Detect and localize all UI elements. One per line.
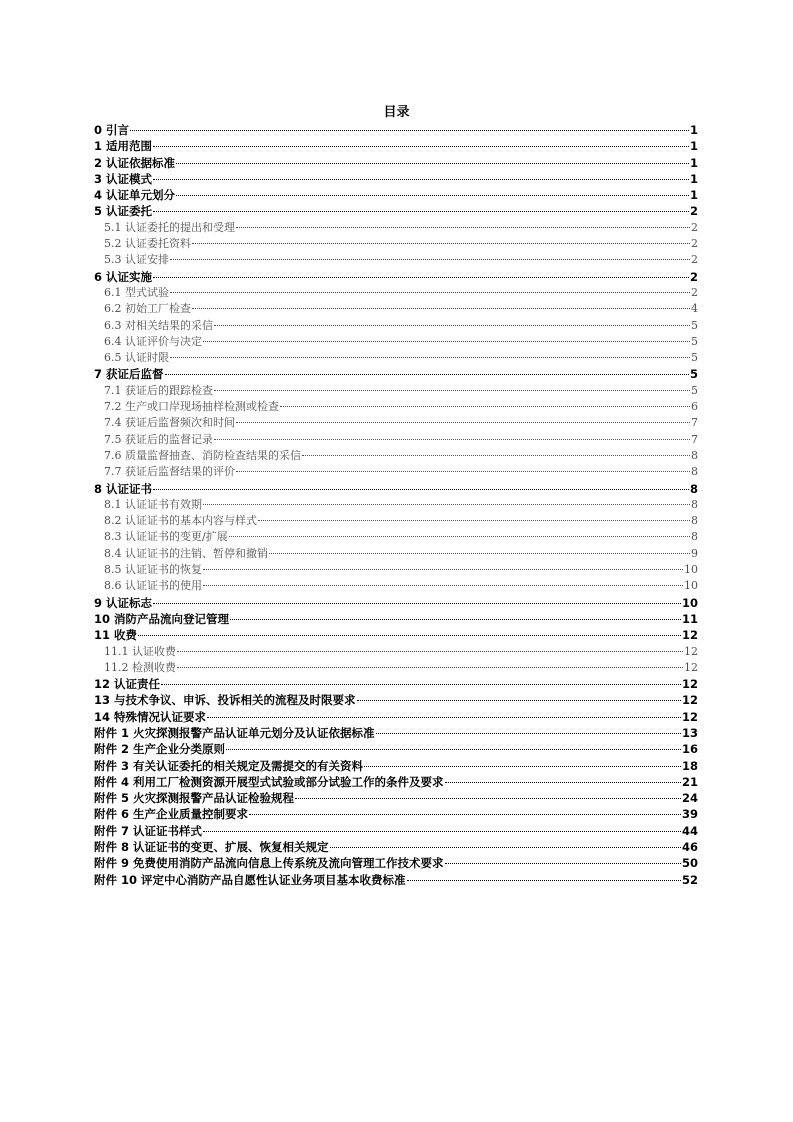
toc-dot-leader	[249, 814, 681, 815]
toc-dot-leader	[226, 749, 681, 750]
toc-dot-leader	[203, 585, 683, 586]
toc-dot-leader	[445, 863, 681, 864]
toc-entry[interactable]	[94, 823, 698, 839]
toc-entry-label: 6.3 对相关结果的采信	[104, 318, 213, 332]
toc-dot-leader	[176, 195, 689, 196]
toc-entry-label: 14 特殊情况认证要求	[94, 709, 207, 724]
toc-dot-leader	[229, 536, 690, 537]
toc-entry-label: 5.2 认证委托资料	[104, 237, 191, 251]
toc-entry-page-number: 7	[691, 432, 698, 446]
toc-entry[interactable]	[94, 562, 698, 578]
toc-entry[interactable]	[94, 578, 698, 594]
toc-entry[interactable]	[94, 432, 698, 448]
toc-entry-page-number: 1	[689, 188, 698, 203]
toc-dot-leader	[165, 374, 689, 375]
toc-entry-label: 7.4 获证后监督频次和时间	[104, 416, 235, 430]
toc-entry[interactable]	[94, 709, 698, 725]
toc-entry-page-number: 8	[691, 530, 698, 544]
toc-dot-leader	[214, 325, 690, 326]
toc-entry-label: 6.4 认证评价与决定	[104, 334, 202, 348]
toc-dot-leader	[445, 782, 681, 783]
toc-entry[interactable]	[94, 513, 698, 529]
toc-entry[interactable]	[94, 415, 698, 431]
toc-entry[interactable]	[94, 464, 698, 480]
toc-entry-label: 1 适用范围	[94, 139, 153, 154]
toc-entry-label: 附件 7 认证证书样式	[94, 823, 203, 838]
toc-entry[interactable]	[94, 269, 698, 285]
toc-entry[interactable]	[94, 676, 698, 692]
toc-entry-label: 7.7 获证后监督结果的评价	[104, 465, 235, 479]
toc-entry-label: 6 认证实施	[94, 269, 153, 284]
toc-entry-label: 12 认证责任	[94, 677, 161, 692]
toc-entry[interactable]	[94, 855, 698, 871]
toc-entry[interactable]	[94, 692, 698, 708]
toc-entry-page-number: 5	[691, 351, 698, 365]
toc-dot-leader	[177, 667, 683, 668]
toc-entry-label: 0 引言	[94, 123, 130, 137]
toc-dot-leader	[203, 831, 681, 832]
toc-entry-label: 附件 5 火灾探测报警产品认证检验规程	[94, 791, 295, 806]
toc-entry-page-number: 7	[691, 416, 698, 430]
toc-entry-page-number: 12	[681, 693, 698, 708]
toc-dot-leader	[153, 211, 689, 212]
toc-entry-label: 11.1 认证收费	[104, 644, 176, 658]
toc-entry-page-number: 12	[681, 677, 698, 692]
toc-entry-page-number: 9	[691, 546, 698, 560]
toc-entry-page-number: 2	[691, 285, 698, 299]
toc-entry-label: 附件 8 认证证书的变更、扩展、恢复相关规定	[94, 840, 329, 855]
toc-entry-page-number: 2	[691, 237, 698, 251]
toc-dot-leader	[357, 700, 681, 701]
toc-entry-page-number: 2	[689, 204, 698, 219]
toc-entry-label: 5 认证委托	[94, 204, 153, 219]
toc-entry[interactable]	[94, 187, 698, 203]
toc-dot-leader	[236, 227, 690, 228]
toc-entry-label: 5.3 认证安排	[104, 253, 169, 267]
toc-entry-page-number: 8	[691, 514, 698, 528]
toc-entry-page-number: 8	[689, 481, 698, 496]
toc-entry-page-number: 8	[691, 465, 698, 479]
toc-dot-leader	[153, 489, 689, 490]
toc-entry-page-number: 1	[689, 155, 698, 170]
toc-entry-page-number: 2	[689, 269, 698, 284]
toc-entry-page-number: 1	[689, 139, 698, 154]
toc-entry[interactable]	[94, 660, 698, 676]
toc-entry-label: 附件 6 生产企业质量控制要求	[94, 807, 249, 822]
toc-entry[interactable]	[94, 155, 698, 171]
toc-entry[interactable]	[94, 171, 698, 187]
toc-entry-label: 附件 4 利用工厂检测资源开展型式试验或部分试验工作的条件及要求	[94, 774, 444, 789]
toc-entry[interactable]	[94, 366, 698, 382]
toc-entry-label: 附件 10 评定中心消防产品自愿性认证业务项目基本收费标准	[94, 872, 406, 887]
toc-dot-leader	[161, 684, 681, 685]
toc-entry-label: 13 与技术争议、申诉、投诉相关的流程及时限要求	[94, 693, 356, 708]
toc-entry-label: 附件 3 有关认证委托的相关规定及需提交的有关资料	[94, 758, 364, 773]
toc-entry[interactable]	[94, 839, 698, 855]
toc-dot-leader	[214, 390, 690, 391]
toc-entry-page-number: 50	[681, 856, 698, 871]
toc-entry-label: 5.1 认证委托的提出和受理	[104, 220, 235, 234]
toc-dot-leader	[153, 146, 689, 147]
toc-entry-page-number: 5	[691, 318, 698, 332]
toc-entry-label: 8.2 认证证书的基本内容与样式	[104, 514, 257, 528]
toc-entry-page-number: 24	[681, 791, 698, 806]
toc-entry-label: 7 获证后监督	[94, 367, 164, 382]
toc-entry[interactable]	[94, 806, 698, 822]
toc-dot-leader	[214, 439, 690, 440]
toc-entry[interactable]	[94, 203, 698, 219]
toc-entry-label: 6.5 认证时限	[104, 351, 169, 365]
toc-dot-leader	[177, 651, 683, 652]
toc-entry-label: 4 认证单元划分	[94, 188, 176, 203]
toc-dot-leader	[170, 292, 690, 293]
toc-entry-label: 8 认证证书	[94, 481, 153, 496]
toc-entry[interactable]	[94, 529, 698, 545]
toc-dot-leader	[203, 341, 690, 342]
toc-dot-leader	[376, 733, 681, 734]
toc-entry-page-number: 11	[681, 611, 698, 626]
toc-entry[interactable]	[94, 301, 698, 317]
toc-entry-label: 7.6 质量监督抽查、消防检查结果的采信	[104, 448, 301, 462]
toc-entry-page-number: 10	[684, 579, 698, 593]
toc-entry[interactable]	[94, 334, 698, 350]
toc-entry-page-number: 5	[691, 334, 698, 348]
toc-entry-page-number: 46	[681, 840, 698, 855]
toc-entry-page-number: 12	[681, 709, 698, 724]
toc-entry[interactable]	[94, 627, 698, 643]
toc-dot-leader	[192, 308, 690, 309]
toc-entry-label: 7.5 获证后的监督记录	[104, 432, 213, 446]
toc-entry-label: 8.3 认证证书的变更/扩展	[104, 530, 228, 544]
toc-entry-page-number: 12	[684, 660, 698, 674]
toc-entry-label: 8.5 认证证书的恢复	[104, 563, 202, 577]
toc-entry-page-number: 44	[681, 823, 698, 838]
toc-dot-leader	[330, 847, 681, 848]
toc-entry-page-number: 10	[681, 595, 698, 610]
toc-entry-page-number: 12	[684, 644, 698, 658]
toc-entry-page-number: 21	[681, 774, 698, 789]
toc-entry[interactable]	[94, 595, 698, 611]
toc-dot-leader	[192, 243, 690, 244]
toc-entry-label: 8.6 认证证书的使用	[104, 579, 202, 593]
toc-entry[interactable]	[94, 790, 698, 806]
toc-entry[interactable]	[94, 383, 698, 399]
toc-entry[interactable]	[94, 758, 698, 774]
toc-entry[interactable]	[94, 236, 698, 252]
toc-entry-label: 8.1 认证证书有效期	[104, 497, 202, 511]
toc-dot-leader	[138, 635, 681, 636]
toc-entry-page-number: 2	[691, 220, 698, 234]
toc-entry-label: 6.1 型式试验	[104, 285, 169, 299]
toc-entry-page-number: 52	[681, 872, 698, 887]
toc-entry[interactable]	[94, 774, 698, 790]
toc-entry-page-number: 13	[681, 725, 698, 740]
toc-entry[interactable]	[94, 448, 698, 464]
toc-entry[interactable]	[94, 611, 698, 627]
toc-entry-label: 附件 9 免费使用消防产品流向信息上传系统及流向管理工作技术要求	[94, 856, 444, 871]
toc-entry-page-number: 2	[691, 253, 698, 267]
toc-dot-leader	[302, 455, 690, 456]
toc-entry-label: 3 认证模式	[94, 171, 153, 186]
toc-entry-page-number: 16	[681, 742, 698, 757]
toc-entry-page-number: 5	[689, 367, 698, 382]
toc-dot-leader	[407, 880, 681, 881]
toc-dot-leader	[130, 130, 689, 131]
toc-entry-label: 附件 1 火灾探测报警产品认证单元划分及认证依据标准	[94, 725, 375, 740]
toc-entry-page-number: 8	[691, 497, 698, 511]
toc-dot-leader	[176, 163, 689, 164]
toc-entry-label: 11.2 检测收费	[104, 660, 176, 674]
toc-entry[interactable]	[94, 122, 698, 138]
toc-entry-label: 8.4 认证证书的注销、暂停和撤销	[104, 546, 268, 560]
toc-title: 目录	[383, 105, 410, 120]
toc-entry-label: 2 认证依据标准	[94, 155, 176, 170]
toc-entry-page-number: 10	[684, 563, 698, 577]
toc-entry-label: 7.2 生产或口岸现场抽样检测或检查	[104, 400, 279, 414]
toc-entry-page-number: 1	[689, 171, 698, 186]
toc-entry-label: 11 收费	[94, 628, 138, 643]
toc-dot-leader	[364, 766, 681, 767]
toc-entry[interactable]	[94, 546, 698, 562]
toc-entry[interactable]	[94, 350, 698, 366]
toc-dot-leader	[295, 798, 681, 799]
toc-dot-leader	[203, 569, 683, 570]
toc-entry[interactable]	[94, 285, 698, 301]
toc-entry-label: 10 消防产品流向登记管理	[94, 611, 230, 626]
toc-dot-leader	[230, 619, 681, 620]
toc-entry-page-number: 12	[681, 628, 698, 643]
toc-entry[interactable]	[94, 399, 698, 415]
toc-entry[interactable]	[94, 741, 698, 757]
toc-entry[interactable]	[94, 725, 698, 741]
toc-entry-label: 9 认证标志	[94, 595, 153, 610]
toc-dot-leader	[236, 471, 690, 472]
toc-entry[interactable]	[94, 318, 698, 334]
toc-dot-leader	[280, 406, 690, 407]
toc-entry[interactable]	[94, 220, 698, 236]
toc-dot-leader	[236, 422, 690, 423]
toc-dot-leader	[203, 504, 690, 505]
toc-entry-page-number: 6	[691, 400, 698, 414]
toc-dot-leader	[153, 179, 689, 180]
table-of-contents	[94, 122, 698, 888]
toc-entry-page-number: 1	[689, 123, 698, 137]
toc-dot-leader	[170, 357, 690, 358]
toc-dot-leader	[153, 277, 689, 278]
toc-dot-leader	[269, 553, 690, 554]
toc-entry[interactable]	[94, 872, 698, 888]
toc-entry[interactable]	[94, 644, 698, 660]
toc-entry-page-number: 4	[691, 302, 698, 316]
toc-entry-page-number: 5	[691, 383, 698, 397]
toc-entry[interactable]	[94, 252, 698, 268]
toc-dot-leader	[207, 717, 681, 718]
toc-entry[interactable]	[94, 138, 698, 154]
toc-dot-leader	[170, 259, 690, 260]
toc-entry-page-number: 18	[681, 758, 698, 773]
toc-entry[interactable]	[94, 497, 698, 513]
toc-entry-page-number: 39	[681, 807, 698, 822]
toc-entry-label: 7.1 获证后的跟踪检查	[104, 383, 213, 397]
toc-entry-label: 附件 2 生产企业分类原则	[94, 742, 226, 757]
toc-entry[interactable]	[94, 481, 698, 497]
toc-entry-page-number: 8	[691, 448, 698, 462]
toc-dot-leader	[258, 520, 690, 521]
toc-dot-leader	[153, 603, 681, 604]
toc-entry-label: 6.2 初始工厂检查	[104, 302, 191, 316]
